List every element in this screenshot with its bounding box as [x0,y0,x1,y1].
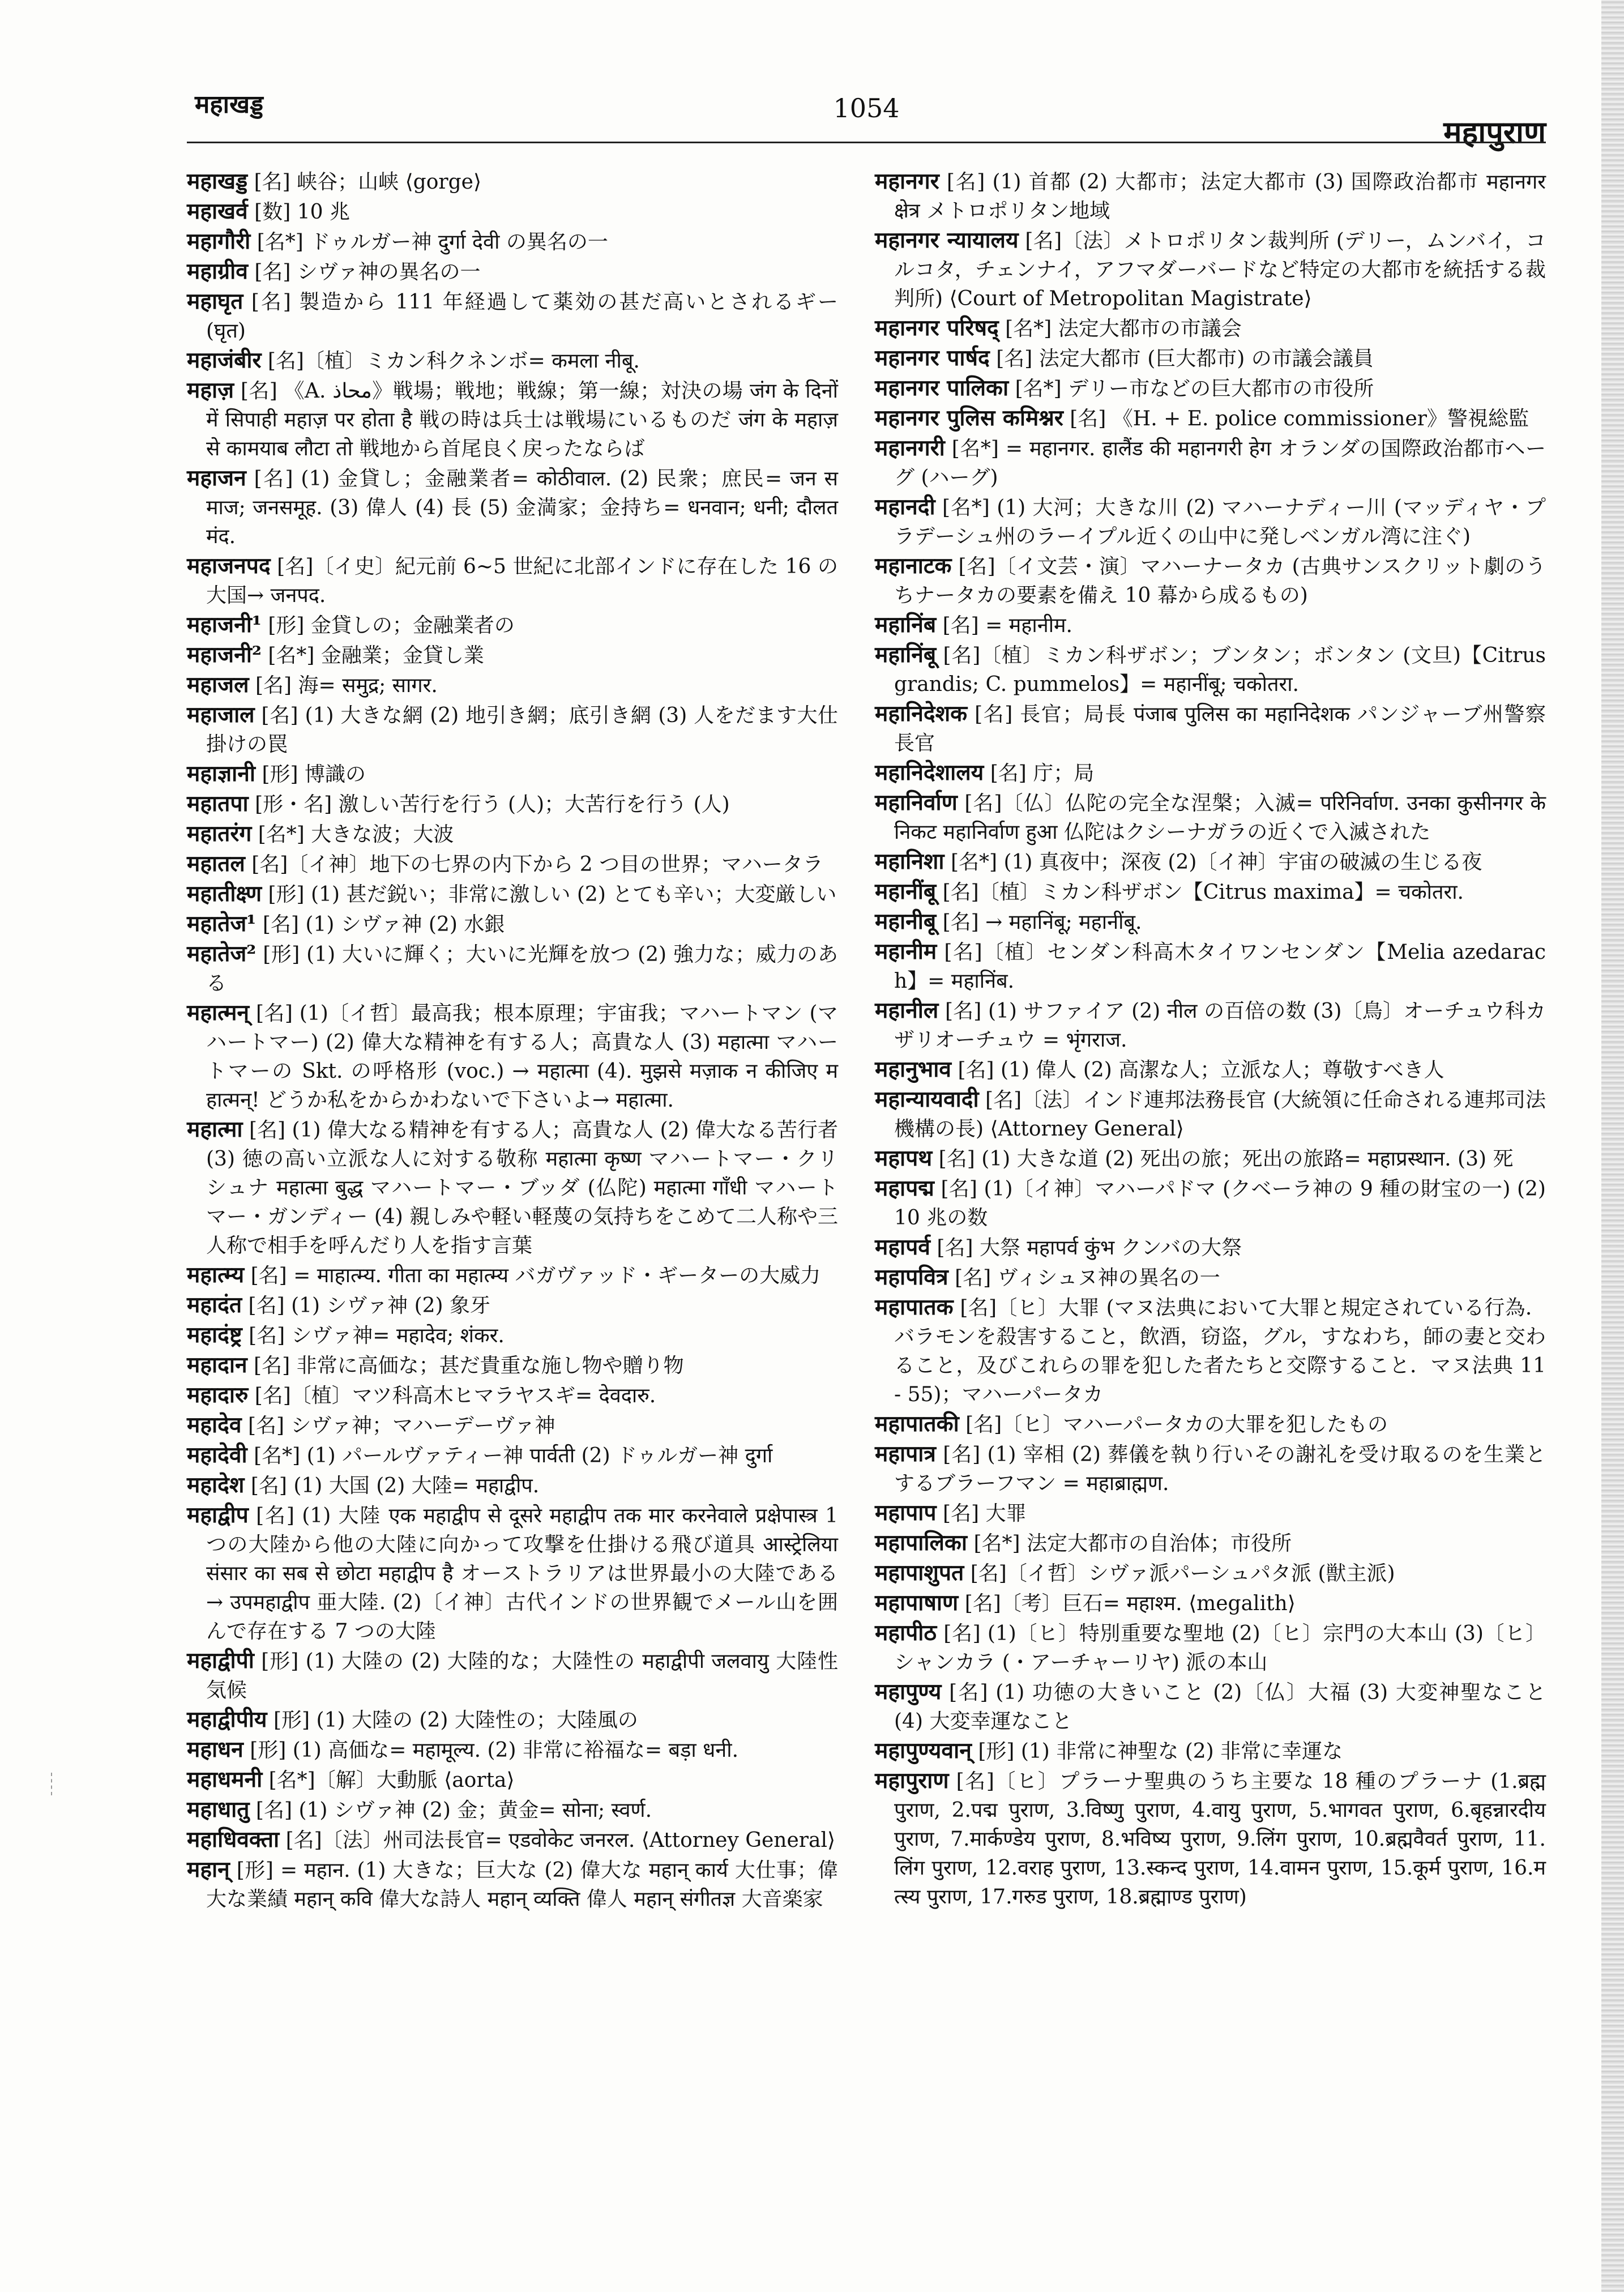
entry-definition: [名] (1) シヴァ神 (2) 象牙 [248,1294,491,1317]
entry-definition: [名]〔法〕メトロポリタン裁判所 (デリー，ムンバイ，コルコタ，チェンナイ，アフマダーバードなど特定の大都市を統括する裁判所) ⟨Court of Metropolitan Magistrate⟩ [894,229,1546,310]
dictionary-entry [187,671,838,700]
dictionary-entry [875,1410,1546,1439]
entry-headword: महाखड्ड [187,168,248,194]
dictionary-entry [187,1646,838,1705]
entry-definition: [名] 庁；局 [990,762,1095,785]
dictionary-entry [875,404,1546,433]
entry-headword: महाजनपद [187,553,271,579]
entry-headword: महाग्रीव [187,258,248,284]
entry-definition: [名]〔植〕マツ科高木ヒマラヤスギ= देवदारु. [254,1384,656,1407]
entry-definition: [名*] ドゥルガー神 दुर्गा देवी の異名の一 [257,231,608,254]
entry-headword: महानुभाव [875,1056,951,1082]
entry-headword: महानिदेशालय [875,759,984,786]
entry-headword: महानगर परिषद् [875,315,999,341]
entry-definition: [名*] 大きな波；大波 [258,823,454,846]
entry-headword: महातरंग [187,821,252,847]
margin-mark [51,1773,53,1795]
entry-headword: महात्मा [187,1116,243,1142]
entry-definition: [名]〔ヒ〕プラーナ聖典のうち主要な 18 種のプラーナ (1.ब्रह्म पुराण, 2.पद्म पुराण, 3.विष्णु पुराण, 4.वायु पुराण, 5.भागवत पुराण, 6.बृहन्नारदीय पुराण, 7.मार्कण्डेय पुराण, 8.भविष्य पुराण, 9.लिंग पुराण, 10.ब्रह्मवैवर्त पुराण, 11.लिंग पुराण, 12.वराह पुराण, 13.स्कन्द पुराण, 14.वामन पुराण, 15.कूर्म पुराण, 16.मत्स्य पुराण, 17.गरुड पुराण, 18.ब्रह्माण्ड पुराण) [894,1770,1546,1909]
dictionary-entry [187,1735,838,1765]
entry-headword: महाजनी² [187,642,262,668]
entry-definition: [名] = माहात्म्य. गीता का महात्म्य バガヴァッド・ギーターの大威力 [250,1264,821,1287]
dictionary-entry [875,493,1546,551]
entry-definition: [名*] (1) パールヴァティー神 पार्वती (2) ドゥルガー神 दुर्गा [254,1444,773,1467]
entry-headword: महापुण्य [875,1679,942,1705]
entry-headword: महाजल [187,672,249,698]
entry-headword: महापाषाण [875,1590,959,1616]
dictionary-entry [875,1589,1546,1618]
dictionary-entry [187,1441,838,1470]
entry-headword: महानिदेशक [875,701,968,727]
entry-headword: महानदी [875,494,935,520]
dictionary-entry [187,910,838,939]
dictionary-entry [875,1678,1546,1736]
dictionary-entry [187,789,838,819]
entry-headword: महान्यायवादी [875,1086,979,1112]
entry-definition: [名*] デリー市などの巨大都市の市役所 [1015,377,1374,400]
entry-definition: [名] 《A. محاذ》戦場；戦地；戦線；第一線；対決の場 जंग के दिनों में सिपाही महाज़ पर होता है 戦の時は兵士は戦場にいるものだ जंग के महाज़ से कामयाब लौटा तो 戦地から首尾良く戻ったならば [206,379,839,460]
page-header [187,79,1546,150]
entry-headword: महाखर्व [187,198,248,224]
dictionary-entry [187,227,838,257]
entry-headword: महादंत [187,1292,242,1318]
dictionary-entry [187,759,838,789]
entry-headword: महाधातु [187,1796,250,1822]
entry-headword: महादान [187,1352,247,1378]
entry-headword: महापद्म [875,1175,934,1201]
entry-headword: महादेवी [187,1442,247,1468]
entry-headword: महापात्र [875,1441,936,1467]
dictionary-entry [187,1381,838,1410]
entry-headword: महादारु [187,1382,249,1408]
dictionary-entry [187,998,838,1115]
entry-headword: महातल [187,851,245,877]
entry-definition: [名] 峡谷；山峡 ⟨gorge⟩ [254,170,481,194]
entry-definition: [名]〔植〕ミカン科ザボン；ブンタン；ボンタン (文旦)【Citrus grandis; C. pummelos】= महानींबू; चकोतरा. [894,644,1546,696]
entry-definition: [名] (1) サファイア (2) नील の百倍の数 (3)〔鳥〕オーチュウ科カザリオーチュウ = भृंगराज. [894,1000,1546,1052]
entry-headword: महातेज¹ [187,911,257,937]
dictionary-entry [875,1085,1546,1143]
dictionary-entry [187,880,838,909]
entry-definition: [名*] 金融業；金貸し業 [268,644,484,667]
entry-headword: महानगर [875,168,939,194]
entry-headword: महानगर पार्षद [875,345,990,371]
entry-definition: [名]〔ヒ〕マハーパータカの大罪を犯したもの [965,1413,1388,1436]
entry-headword: महापुराण [875,1768,949,1794]
entry-definition: [名] (1) 偉大なる精神を有する人；高貴な人 (2) 偉大なる苦行者 (3) 徳の高い立派な人に対する敬称 महात्मा कृष्ण マハートマー・クリシュナ महात्मा बुद्ध マハートマー・ブッダ (仏陀) महात्मा गाँधी マハートマー・ガンディー (4) 親しみや軽い軽蔑の気持ちをこめて二人称や三人称で相手を呼んだり人を指す言葉 [206,1119,838,1257]
entry-definition: [名]〔ヒ〕大罪 (マヌ法典において大罪と規定されている行為．バラモンを殺害すること，飲酒，窃盗，グル，すなわち，師の妻と交わること，及びこれらの罪を犯した者たちと交際すること．マヌ法典 11 - 55)；マハーパータカ [894,1296,1546,1406]
dictionary-entry [187,1321,838,1350]
dictionary-entry [187,820,838,849]
entry-headword: महानिंबू [875,642,937,668]
dictionary-entry [875,1619,1546,1677]
dictionary-entry [875,1174,1546,1232]
dictionary-entry [187,1261,838,1290]
entry-headword: महानाटक [875,553,952,579]
dictionary-entry [875,314,1546,343]
entry-definition: [形] (1) 高価な= महामूल्य. (2) 非常に裕福な= बड़ा धनी. [250,1739,739,1762]
entry-definition: [名*] = महानगर. हालैंड की महानगरी हेग オランダの国際政治都市ヘーグ (ハーグ) [894,437,1546,489]
entry-headword: महादेव [187,1412,242,1438]
entry-definition: [名] (1) 大陸 एक महाद्वीप से दूसरे महाद्वीप तक मार करनेवाले प्रक्षेपास्त्र 1 つの大陸から他の大陸に向かって攻撃を仕掛ける飛び道具 आस्ट्रेलिया संसार का सब से छोटा महाद्वीप है オーストラリアは世界最小の大陸である→ उपमहाद्वीप 亜大陸. (2)〔イ神〕古代インドの世界観でメール山を囲んで存在する 7 つの大陸 [206,1504,838,1643]
entry-headword: महानिंब [875,612,937,638]
dictionary-entry [187,552,838,610]
entry-headword: महाज़ [187,377,234,403]
entry-definition: [名] (1)〔イ神〕マハーパドマ (クベーラ神の 9 種の財宝の一) (2) 10 兆の数 [894,1177,1546,1230]
entry-headword: महापालिका [875,1530,967,1556]
dictionary-entry [875,344,1546,373]
entry-definition: [名] (1)〔ヒ〕特別重要な聖地 (2)〔ヒ〕宗門の大本山 (3)〔ヒ〕シャンカラ (・アーチャーリヤ) 派の本山 [894,1622,1546,1674]
entry-headword: महापाप [875,1500,937,1526]
entry-definition: [名] 海= समुद्र; सागर. [255,674,438,697]
entry-headword: महाद्वीप [187,1502,249,1528]
dictionary-entry [187,1825,838,1855]
dictionary-entry [187,1501,838,1646]
entry-definition: [名]〔植〕ミカン科クネンボ= कमला नीबू. [267,349,640,373]
dictionary-entry [875,1144,1546,1173]
entry-definition: [名] (1) 大国 (2) 大陸= महाद्वीप. [250,1474,540,1497]
entry-headword: महानगर न्यायालय [875,227,1019,253]
right-column [875,167,1546,1912]
dictionary-entry [187,257,838,287]
entry-headword: महान् [187,1856,230,1883]
dictionary-entry [187,1411,838,1440]
entry-headword: महानगर पुलिस कमिश्नर [875,405,1063,431]
entry-definition: [名]〔イ哲〕シヴァ派パーシュパタ派 (獣主派) [970,1562,1395,1585]
dictionary-entry [875,611,1546,640]
dictionary-entry [875,1499,1546,1528]
entry-headword: महापुण्यवान् [875,1738,972,1764]
entry-definition: [名] = महानीम. [942,614,1072,637]
dictionary-entry [875,937,1546,996]
dictionary-entry [875,1559,1546,1588]
entry-headword: महातपा [187,791,249,817]
dictionary-entry [875,847,1546,877]
entry-definition: [形・名] 激しい苦行を行う (人)；大苦行を行う (人) [255,793,730,816]
entry-definition: [数] 10 兆 [254,200,350,224]
entry-definition: [名] (1) 功徳の大きいこと (2)〔仏〕大福 (3) 大変神聖なこと (4) 大変幸運なこと [894,1681,1546,1733]
entry-definition: [名]〔法〕インド連邦法務長官 (大統領に任命される連邦司法機構の長) ⟨Attorney General⟩ [894,1089,1546,1141]
entry-headword: महात्मन् [187,1000,250,1026]
entry-definition: [名] → महानिंबू; महानींबू. [942,911,1142,934]
entry-definition: [名*] (1) 大河；大きな川 (2) マハーナディー川 (マッディヤ・プラデーシュ州のラーイプル近くの山中に発しベンガル湾に注ぐ) [894,496,1546,548]
entry-definition: [形] = महान. (1) 大きな；巨大な (2) 偉大な महान् कार्य 大仕事；偉大な業績 महान् कवि 偉大な詩人 महान् व्यक्ति 偉人 महान् संगीतज्ञ 大音楽家 [206,1859,838,1911]
entry-definition: [形] 金貸しの；金融業者の [268,614,515,637]
dictionary-entry [875,1233,1546,1262]
entry-headword: महानीम [875,938,937,964]
dictionary-entry [875,788,1546,847]
entry-headword: महागौरी [187,228,251,254]
entry-definition: [名] (1) シヴァ神 (2) 水銀 [262,913,505,936]
entry-headword: महानील [875,997,939,1023]
entry-headword: महाघृत [187,288,243,314]
entry-definition: [名]〔植〕センダン科高木タイワンセンダン【Melia azedarach】= महानिंब. [894,941,1546,993]
entry-definition: [名]〔イ文芸・演〕マハーナータカ (古典サンスクリット劇のうちナータカの要素を備え 10 幕から成るもの) [894,555,1546,607]
dictionary-entry [875,1766,1546,1911]
dictionary-entry [187,1765,838,1795]
dictionary-entry [187,1705,838,1735]
entry-definition: [名] 非常に高価な；甚だ貴重な施し物や贈り物 [254,1354,684,1377]
entry-definition: [名] シヴァ神の異名の一 [254,261,481,284]
dictionary-entry [875,1736,1546,1766]
entry-headword: महाधमनी [187,1766,263,1792]
dictionary-entry [875,434,1546,492]
entry-headword: महापर्व [875,1234,930,1260]
dictionary-entry [187,346,838,375]
entry-definition: [形] (1) 甚だ鋭い；非常に激しい (2) とても辛い；大変厳しい [268,883,837,906]
entry-headword: महातीक्ष्ण [187,881,262,907]
page-number: 1054 [833,93,900,123]
dictionary-entry [875,907,1546,937]
dictionary-entry [187,1351,838,1380]
entry-definition: [名*]〔解〕大動脈 ⟨aorta⟩ [268,1769,515,1792]
entry-definition: [形] (1) 大いに輝く；大いに光輝を放つ (2) 強力な；威力のある [206,943,838,995]
entry-headword: महातेज² [187,941,257,967]
right-guide-word: महापुराण [1443,114,1546,150]
entry-headword: महादंष्ट्र [187,1322,242,1348]
dictionary-entry [187,1795,838,1825]
entry-definition: [名]〔仏〕仏陀の完全な涅槃；入滅= परिनिर्वाण. उनका कुसीनगर के निकट महानिर्वाण हुआ 仏陀はクシーナガラの近くで入滅された [894,792,1546,844]
dictionary-entry [875,1055,1546,1085]
dictionary-entry [187,940,838,998]
entry-headword: महानगर पालिका [875,375,1009,401]
entry-definition: [名] シヴァ神= महादेव; शंकर. [249,1324,505,1347]
entry-definition: [名] ヴィシュヌ神の異名の一 [955,1266,1220,1290]
dictionary-entry [187,1291,838,1320]
dictionary-entry [187,1115,838,1260]
entry-definition: [名]〔イ神〕地下の七界の内下から 2 つ目の世界；マハータラ [251,853,823,876]
dictionary-entry [187,641,838,670]
dictionary-entry [875,1529,1546,1558]
dictionary-entry [875,1440,1546,1498]
entry-definition: [名*] (1) 真夜中；深夜 (2)〔イ神〕宇宙の破滅の生じる夜 [950,851,1482,874]
entry-headword: महाधिवक्ता [187,1826,280,1853]
dictionary-entry [875,1293,1546,1409]
entry-definition: [名]〔考〕巨石= महाश्म. ⟨megalith⟩ [964,1592,1296,1615]
entry-headword: महानीबू [875,908,937,934]
entry-definition: [名*] 法定大都市の市議会 [1005,317,1242,340]
entry-headword: महापाशुपत [875,1560,964,1586]
entry-headword: महानिशा [875,848,945,874]
page-binding-edge [1601,0,1624,2292]
entry-definition: [名] 法定大都市 (巨大都市) の市議会議員 [996,347,1374,370]
dictionary-entry [187,167,838,197]
entry-definition: [形] (1) 大陸の (2) 大陸性の；大陸風の [273,1709,638,1732]
entry-headword: महानिर्वाण [875,789,958,816]
dictionary-entry [187,1471,838,1500]
entry-headword: महाद्वीपीय [187,1706,267,1732]
entry-headword: महादेश [187,1472,245,1498]
dictionary-entry [875,996,1546,1055]
entry-definition: [名*] 法定大都市の自治体；市役所 [973,1532,1292,1555]
left-column [187,167,838,1914]
entry-definition: [名] (1) 大きな網 (2) 地引き網；底引き網 (3) 人をだます大仕掛けの罠 [206,704,838,756]
entry-headword: महाद्वीपी [187,1647,254,1674]
entry-definition: [形] (1) 非常に神聖な (2) 非常に幸運な [978,1740,1343,1763]
entry-headword: महाजन [187,465,246,491]
dictionary-entry [875,641,1546,699]
entry-definition: [名] (1) シヴァ神 (2) 金；黄金= सोना; स्वर्ण. [255,1799,652,1822]
entry-headword: महापातक [875,1294,954,1320]
dictionary-entry [875,699,1546,758]
entry-definition: [形] 博識の [262,763,366,786]
entry-definition: [名] (1)〔イ哲〕最高我；根本原理；宇宙我；マハートマン (マハートマー) (2) 偉大な精神を有する人；高貴な人 (3) महात्मा マハートマーの Skt. の呼格形 (voc.) → महात्मा (4). मुझसे मज़ाक न कीजिए महात्मन्! どうか私をからかわないで下さいよ→ महात्मा. [206,1002,838,1112]
entry-headword: महानगरी [875,435,945,461]
entry-definition: [名] 大祭 महापर्व कुंभ クンバの大祭 [937,1236,1242,1260]
entry-headword: महाधन [187,1736,243,1762]
dictionary-entry [187,701,838,759]
entry-definition: [形] (1) 大陸の (2) 大陸的な；大陸性の महाद्वीपी जलवायु 大陸性気候 [206,1650,838,1702]
entry-definition: [名] シヴァ神；マハーデーヴァ神 [247,1414,555,1437]
dictionary-entry [875,552,1546,610]
dictionary-entry [187,850,838,879]
entry-definition: [名] (1) 首都 (2) 大都市；法定大都市 (3) 国際政治都市 महानगर क्षेत्र メトロポリタン地域 [894,170,1546,223]
entry-definition: [名] (1) 金貸し；金融業者= कोठीवाल. (2) 民衆；庶民= जन समाज; जनसमूह. (3) 偉人 (4) 長 (5) 金満家；金持ち= धनवान; धनी; दौलतमंद. [206,467,838,548]
entry-headword: महानींबू [875,878,937,904]
entry-headword: महात्म्य [187,1262,245,1288]
entry-definition: [名]〔法〕州司法長官= एडवोकेट जनरल. ⟨Attorney General⟩ [285,1829,836,1852]
dictionary-entry [875,1263,1546,1292]
entry-headword: महाज्ञानी [187,761,255,787]
entry-definition: [名] (1) 大きな道 (2) 死出の旅；死出の旅路= महाप्रस्थान. (3) 死 [938,1147,1514,1171]
entry-definition: [名] 大罪 [943,1502,1027,1525]
entry-definition: [名] (1) 宰相 (2) 葬儀を執り行いその謝礼を受け取るのを生業とするブラーフマン = महाब्राह्मण. [894,1443,1546,1495]
dictionary-entry [875,226,1546,313]
dictionary-entry [187,197,838,227]
dictionary-entry [187,287,838,345]
entry-definition: [名] 製造から 111 年経過して薬効の甚だ高いとされるギー (घृत) [206,291,838,343]
entry-headword: महापातकी [875,1411,959,1437]
entry-headword: महापथ [875,1145,933,1171]
entry-headword: महाजंबीर [187,347,262,373]
left-guide-word: महाखड्ड [195,90,263,119]
dictionary-entry [187,464,838,551]
dictionary-entry [187,376,838,463]
dictionary-entry [875,374,1546,403]
entry-headword: महाजाल [187,702,255,728]
entry-headword: महापवित्र [875,1264,948,1290]
entry-definition: [名]〔イ史〕紀元前 6~5 世紀に北部インドに存在した 16 の大国→ जनपद. [206,555,838,607]
dictionary-entry [875,877,1546,907]
entry-definition: [名] 《H. + E. police commissioner》警視総監 [1070,407,1529,430]
dictionary-entry [875,758,1546,788]
dictionary-entry [875,167,1546,225]
entry-definition: [名]〔植〕ミカン科ザボン【Citrus maxima】= चकोतरा. [942,881,1464,904]
entry-definition: [名] (1) 偉人 (2) 高潔な人；立派な人；尊敬すべき人 [958,1058,1444,1082]
entry-headword: महाजनी¹ [187,612,262,638]
entry-headword: महापीठ [875,1620,937,1646]
header-rule [187,142,1546,143]
entry-definition: [名] 長官；局長 पंजाब पुलिस का महानिदेशक パンジャーブ州警察長官 [894,703,1546,755]
dictionary-entry [187,1855,838,1914]
dictionary-entry [187,611,838,640]
